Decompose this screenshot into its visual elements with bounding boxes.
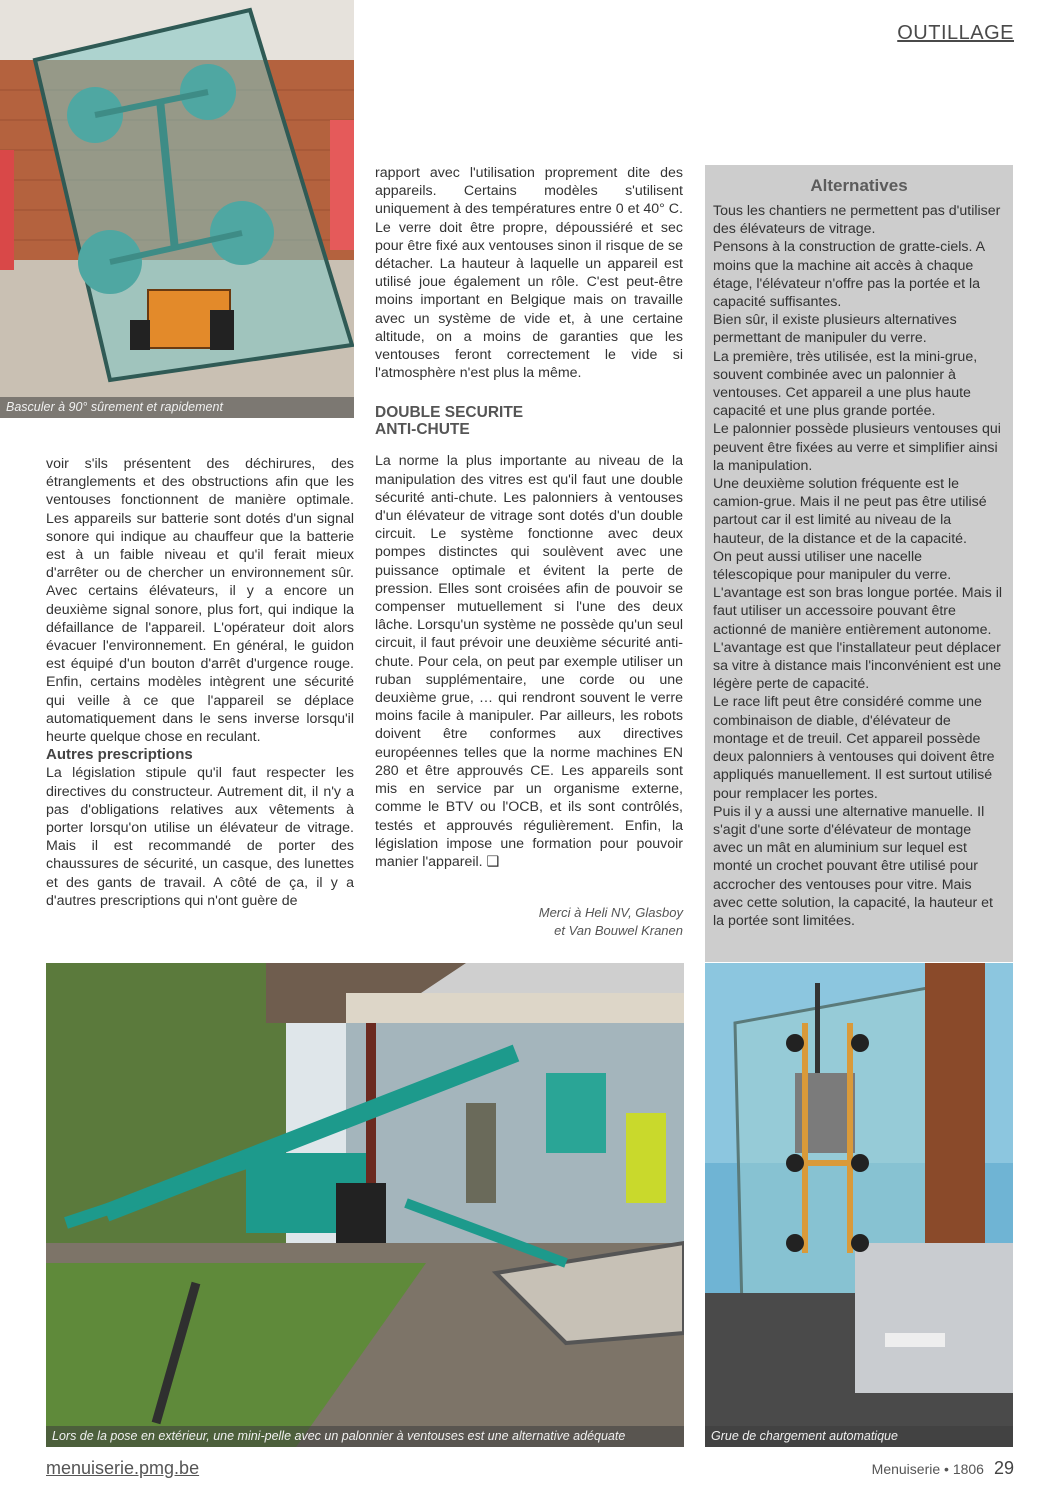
page-number: 29	[993, 1458, 1014, 1478]
alternatives-body	[705, 202, 1013, 930]
alternatives-title: Alternatives	[810, 176, 908, 195]
footer-website-link[interactable]: menuiserie.pmg.be	[46, 1458, 200, 1478]
paragraph: rapport avec l'utilisation proprement dite des appareils. Certains modèles s'utilisent uniquement à des températures entre 0 et 40° C. Le verre doit être propre, dépoussiéré et sec pour être fixé aux ventouses sinon il risque de se détacher. La hauteur à laquelle un appareil est utilisé joue également un rôle. C'est peut-être moins important en Belgique mais on travaille avec un système de vide et, à une certaine altitude, on a moins de garanties que les ventouses feront correctement le vide si l'atmosphère n'est plus la même.	[375, 165, 683, 382]
photo-caption: Basculer à 90° sûrement et rapidement	[0, 397, 354, 418]
glass-lifter-illustration	[0, 0, 354, 418]
heading-line: ANTI-CHUTE	[375, 421, 470, 439]
issue-label: Menuiserie • 1806	[871, 1461, 984, 1477]
paragraph-text: La norme la plus importante au niveau de la manipulation des vitres est qu'il faut une double sécurité anti-chute. Les palonniers à ventouses d'un élévateur de vitrage sont dotés d'un double circuit. Le système fonctionne avec deux pompes distinctes qui soulèvent avec une puissance optimale et évitent la perte de pression. Elles sont croisées afin de pouvoir se compenser mutuellement si l'une des deux lâche. Lorsqu'un système ne possède qu'un seul circuit, il faut prévoir une deuxième sécurité anti-chute. Pour cela, on peut par exemple utiliser un ruban supplémentaire, une corde ou une deuxième grue, … qui rendront souvent le verre moins facile à manipuler. Par ailleurs, les robots doivent être conformes aux directives européennes telles que la norme machines EN 280 et être approuvés CE. Les appareils sont mis en service par un organisme externe, comme le BTV ou l'OCB, et ils sont contrôlés, testés et approuvés régulièrement. Enfin, la législation impose une formation pour pouvoir manier l'appareil.	[375, 453, 683, 870]
photo-glass-tilting	[0, 0, 354, 418]
alternatives-paragraph: Tous les chantiers ne permettent pas d'utiliser des élévateurs de vitrage.	[713, 203, 1001, 238]
photo-caption: Lors de la pose en extérieur, une mini-pelle avec un palonnier à ventouses est une alternative adéquate	[46, 1426, 684, 1447]
text-column-1	[46, 455, 354, 910]
text-column-2	[375, 164, 683, 871]
alternatives-paragraph: Puis il y a aussi une alternative manuelle. Il s'agit d'une sorte d'élévateur de montage avec un mât en aluminium sur lequel est monté un crochet pouvant être utilisé pour accrocher des ventouses pour vitre. Mais avec cette solution, la capacité, la hauteur et la portée sont limitées.	[713, 803, 993, 929]
alternatives-paragraph: La première, très utilisée, est la mini-grue, souvent combinée avec un palonnier à ventouses. Cet appareil a une plus haute capacité et une plus grande portée.	[713, 348, 978, 420]
alternatives-paragraph: Pensons à la construction de gratte-ciels. A moins que la machine ait accès à chaque étage, l'élévateur n'offre pas la portée et la capacité suffisantes.	[713, 239, 985, 311]
loading-crane-illustration	[705, 963, 1013, 1447]
mini-crane-illustration	[46, 963, 684, 1447]
photo-mini-crane	[46, 963, 684, 1447]
footer-issue-info	[872, 1458, 1014, 1479]
end-mark-icon: ❑	[486, 853, 500, 870]
heading-line: DOUBLE SECURITE	[375, 404, 524, 422]
credits-line: Merci à Heli NV, Glasboy	[538, 905, 683, 920]
alternatives-paragraph: Une deuxième solution fréquente est le camion-grue. Mais il ne peut pas être utilisé partout car il est limité au niveau de la hauteur, de la distance et de la capacité.	[713, 476, 987, 547]
photo-loading-crane	[705, 963, 1013, 1447]
section-label: OUTILLAGE	[897, 22, 1014, 44]
alternatives-paragraph: On peut aussi utiliser une nacelle télescopique pour manipuler du verre. L'avantage est son bras longue portée. Mais il faut utiliser un accessoire pouvant être actionné de manière entièrement autonome. L'avantage est que l'installateur peut déplacer sa vitre à distance mais l'inconvénient est une légère perte de capacité.	[713, 548, 1003, 693]
alternatives-box	[705, 165, 1013, 962]
credits	[375, 904, 683, 940]
alternatives-paragraph: Le race lift peut être considéré comme une combinaison de diable, d'élévateur de montage et de treuil. Cet appareil possède deux palonniers à ventouses qui doivent être appliqués manuellement. Il est surtout utilisé pour remplacer les portes.	[713, 694, 995, 802]
paragraph: La législation stipule qu'il faut respecter les directives du constructeur. Autrement dit, il n'y a pas d'obligations relatives aux vêtements à porter lorsqu'on utilise un élévateur de vitrage. Mais il est recommandé de porter des chaussures de sécurité, un casque, des lunettes et des gants de travail. A côté de ça, il y a d'autres prescriptions qui n'ont guère de	[46, 765, 354, 909]
alternatives-paragraph: Le palonnier possède plusieurs ventouses qui peuvent être fixées au verre et simplifier ainsi la manipulation.	[713, 421, 1001, 474]
subheading-autres-prescriptions: Autres prescriptions	[46, 746, 193, 764]
alternatives-paragraph: Bien sûr, il existe plusieurs alternatives permettant de manipuler du verre.	[713, 312, 957, 347]
paragraph: voir s'ils présentent des déchirures, des étranglements et des obstructions afin que les ventouses fonctionnent de manière optimale. Les appareils sur batterie sont dotés d'un signal sonore qui indique au chauffeur que la batterie est à un faible niveau et qu'il ferait mieux d'arrêter ou de chercher un environnement sûr. Avec certains élévateurs, il y a encore un deuxième signal sonore, plus fort, qui indique la défaillance de l'appareil. L'opérateur doit alors évacuer l'environnement. En général, le guidon est équipé d'un bouton d'arrêt d'urgence rouge. Enfin, certains modèles intègrent une sécurité qui veille à ce que l'appareil se déplace automatiquement dans le sens inverse lorsqu'il heurte quelque chose en reculant.	[46, 456, 354, 746]
heading-double-securite	[375, 404, 683, 438]
credits-line: et Van Bouwel Kranen	[554, 923, 683, 938]
paragraph	[375, 452, 683, 871]
photo-caption: Grue de chargement automatique	[705, 1426, 1013, 1447]
